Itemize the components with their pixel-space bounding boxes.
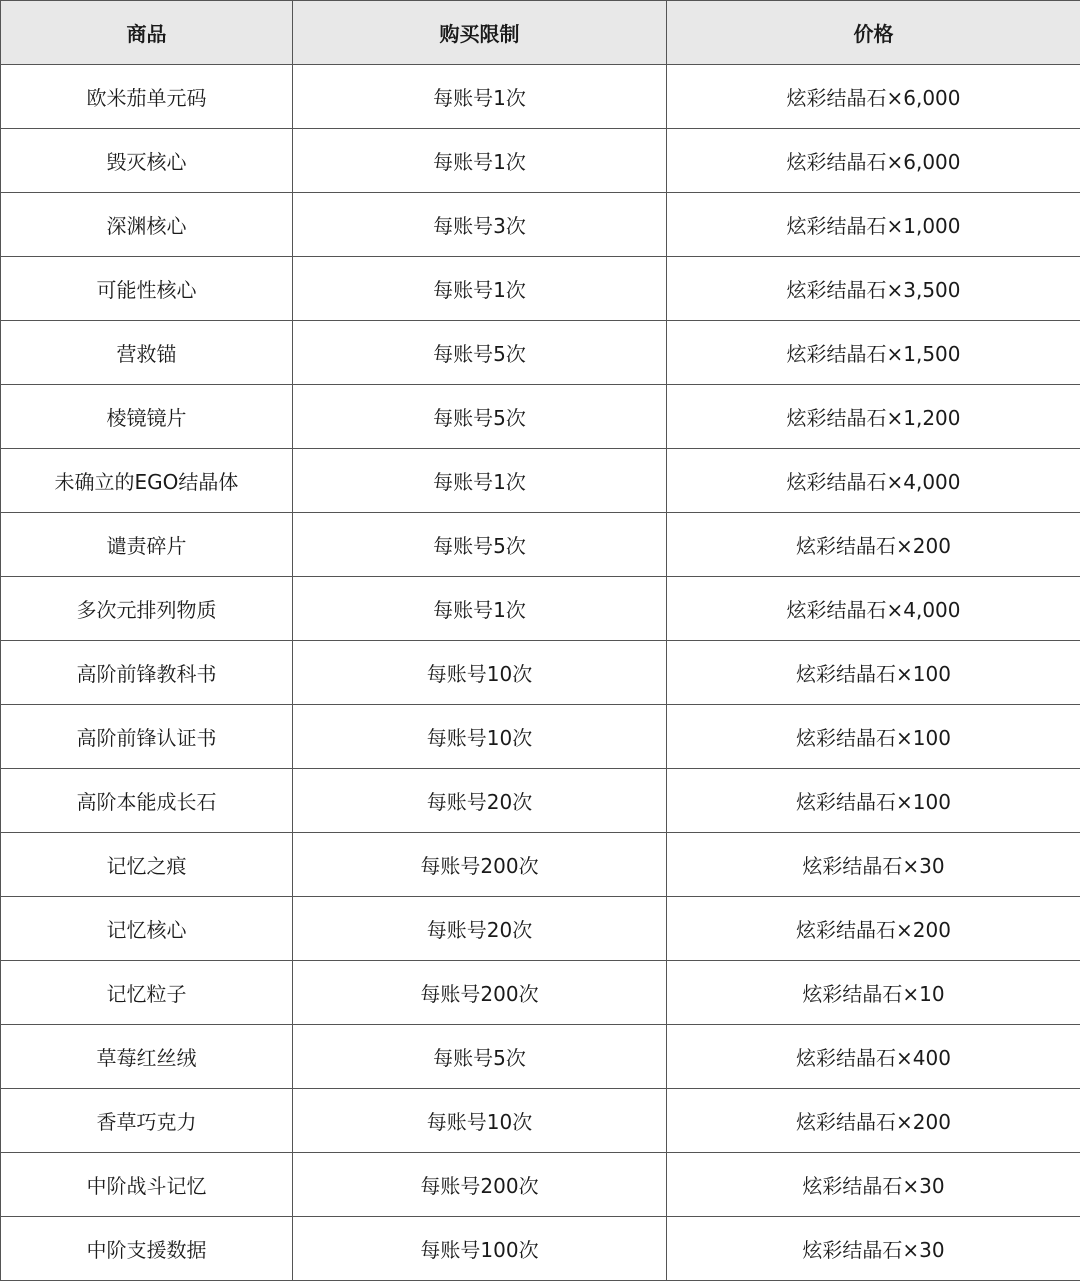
price: 炫彩结晶石×4,000 — [667, 577, 1080, 641]
item-name: 高阶本能成长石 — [1, 769, 293, 833]
item-name: 记忆核心 — [1, 897, 293, 961]
table-row — [1, 257, 1080, 321]
price: 炫彩结晶石×1,500 — [667, 321, 1080, 385]
table-row — [1, 129, 1080, 193]
table-row — [1, 833, 1080, 897]
header-price: 价格 — [667, 1, 1080, 65]
price: 炫彩结晶石×200 — [667, 1089, 1080, 1153]
purchase-limit: 每账号200次 — [293, 961, 667, 1025]
price: 炫彩结晶石×1,000 — [667, 193, 1080, 257]
table-row — [1, 513, 1080, 577]
purchase-limit: 每账号1次 — [293, 129, 667, 193]
purchase-limit: 每账号5次 — [293, 1025, 667, 1089]
purchase-limit: 每账号1次 — [293, 449, 667, 513]
price: 炫彩结晶石×200 — [667, 897, 1080, 961]
price: 炫彩结晶石×4,000 — [667, 449, 1080, 513]
table-row — [1, 65, 1080, 129]
purchase-limit: 每账号5次 — [293, 385, 667, 449]
price: 炫彩结晶石×6,000 — [667, 65, 1080, 129]
item-name: 多次元排列物质 — [1, 577, 293, 641]
purchase-limit: 每账号200次 — [293, 833, 667, 897]
price: 炫彩结晶石×100 — [667, 769, 1080, 833]
item-name: 草莓红丝绒 — [1, 1025, 293, 1089]
price: 炫彩结晶石×3,500 — [667, 257, 1080, 321]
price: 炫彩结晶石×100 — [667, 705, 1080, 769]
item-name: 未确立的EGO结晶体 — [1, 449, 293, 513]
table-row — [1, 193, 1080, 257]
table-row — [1, 1153, 1080, 1217]
item-name: 高阶前锋认证书 — [1, 705, 293, 769]
table-header-row — [1, 1, 1080, 65]
item-name: 记忆粒子 — [1, 961, 293, 1025]
purchase-limit: 每账号10次 — [293, 705, 667, 769]
purchase-limit: 每账号10次 — [293, 641, 667, 705]
purchase-limit: 每账号1次 — [293, 577, 667, 641]
table-row — [1, 641, 1080, 705]
table-row — [1, 449, 1080, 513]
table-row — [1, 1089, 1080, 1153]
item-name: 中阶战斗记忆 — [1, 1153, 293, 1217]
purchase-limit: 每账号10次 — [293, 1089, 667, 1153]
purchase-limit: 每账号5次 — [293, 513, 667, 577]
price: 炫彩结晶石×100 — [667, 641, 1080, 705]
price: 炫彩结晶石×30 — [667, 833, 1080, 897]
purchase-limit: 每账号20次 — [293, 897, 667, 961]
price: 炫彩结晶石×10 — [667, 961, 1080, 1025]
table-row — [1, 577, 1080, 641]
table-row — [1, 961, 1080, 1025]
item-name: 欧米茄单元码 — [1, 65, 293, 129]
item-name: 中阶支援数据 — [1, 1217, 293, 1281]
item-name: 香草巧克力 — [1, 1089, 293, 1153]
table-row — [1, 385, 1080, 449]
table-row — [1, 897, 1080, 961]
purchase-limit: 每账号100次 — [293, 1217, 667, 1281]
price: 炫彩结晶石×1,200 — [667, 385, 1080, 449]
purchase-limit: 每账号20次 — [293, 769, 667, 833]
item-name: 可能性核心 — [1, 257, 293, 321]
table-row — [1, 1025, 1080, 1089]
table-row — [1, 705, 1080, 769]
purchase-limit: 每账号1次 — [293, 65, 667, 129]
item-name: 棱镜镜片 — [1, 385, 293, 449]
purchase-limit: 每账号3次 — [293, 193, 667, 257]
table-row — [1, 769, 1080, 833]
price: 炫彩结晶石×30 — [667, 1153, 1080, 1217]
item-name: 营救锚 — [1, 321, 293, 385]
price: 炫彩结晶石×400 — [667, 1025, 1080, 1089]
price: 炫彩结晶石×30 — [667, 1217, 1080, 1281]
table-row — [1, 321, 1080, 385]
item-name: 谴责碎片 — [1, 513, 293, 577]
item-name: 深渊核心 — [1, 193, 293, 257]
header-item: 商品 — [1, 1, 293, 65]
item-name: 毁灭核心 — [1, 129, 293, 193]
table-row — [1, 1217, 1080, 1281]
purchase-limit: 每账号200次 — [293, 1153, 667, 1217]
item-name: 记忆之痕 — [1, 833, 293, 897]
purchase-limit: 每账号5次 — [293, 321, 667, 385]
header-purchase-limit: 购买限制 — [293, 1, 667, 65]
purchase-limit: 每账号1次 — [293, 257, 667, 321]
price: 炫彩结晶石×200 — [667, 513, 1080, 577]
item-name: 高阶前锋教科书 — [1, 641, 293, 705]
price: 炫彩结晶石×6,000 — [667, 129, 1080, 193]
